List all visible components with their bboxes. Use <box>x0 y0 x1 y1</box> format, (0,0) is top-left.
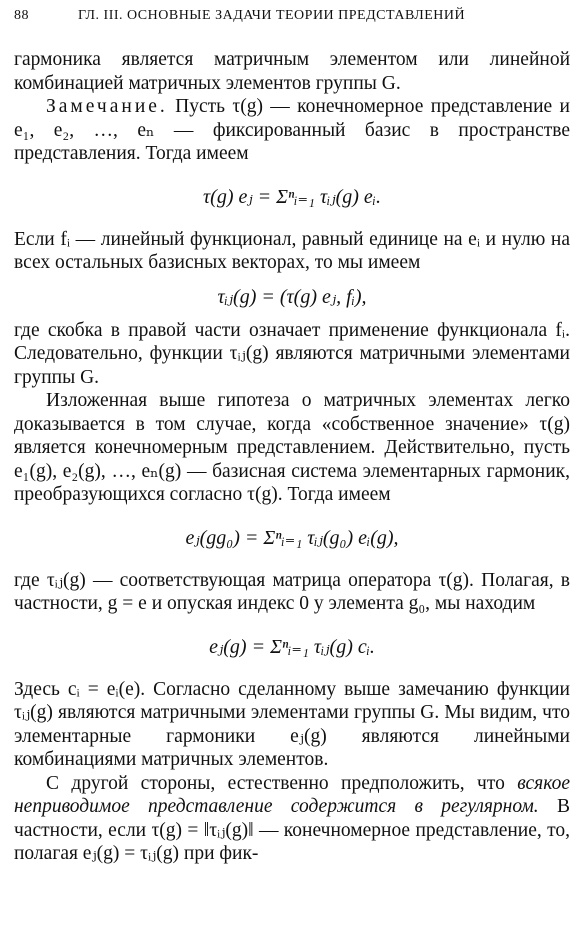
paragraph-7: Здесь cᵢ = eᵢ(e). Согласно сделанному выше замечанию функции τᵢⱼ(g) являются матричными элементами группы G. Мы видим, что элементарные гармоники eⱼ(g) являются линейными комбинациями матричных элементов. <box>14 678 570 770</box>
paragraph-5: Изложенная выше гипотеза о матричных элементах легко доказывается в том случае, когда «собственное значение» τ(g) является конечномерным представлением. Действительно, пусть e₁(g), e₂(g), …, eₙ(g) — базисная система элементарных гармоник, преобразующихся согласно τ(g). Тогда имеем <box>14 390 570 505</box>
paragraph-8-italic: всякое неприводимое представление содержится в регулярном. <box>14 772 570 817</box>
paragraph-1: гармоника является матричным элементом или линейной комбинацией матричных элементов группы G. <box>14 49 570 94</box>
paragraph-4: где скобка в правой части означает применение функционала fᵢ. Следовательно, функции τᵢⱼ(g) являются матричными элементами группы G. <box>14 319 570 388</box>
formula-2: τᵢⱼ(g) = (τ(g) eⱼ, fᵢ), <box>217 285 367 308</box>
formula-4: eⱼ(g) = Σⁿᵢ₌₁ τᵢⱼ(g) cᵢ. <box>209 635 375 658</box>
paragraph-8-end: В частности, если τ(g) = ‖τᵢⱼ(g)‖ — конечномерное представление, то, полагая eⱼ(g) = τᵢⱼ(g) при фик- <box>14 796 570 864</box>
paragraph-8-start: С другой стороны, естественно предположить, что <box>46 772 518 794</box>
paragraph-8 <box>14 772 570 866</box>
formula-3: eⱼ(gg₀) = Σⁿᵢ₌₁ τᵢⱼ(g₀) eᵢ(g), <box>185 526 399 549</box>
paragraph-2-text: Пусть τ(g) — конечномерное представление и e₁, e₂, …, eₙ — фиксированный базис в пространстве представления. Тогда имеем <box>14 96 570 164</box>
page-number: 88 <box>14 8 29 23</box>
paragraph-3: Если fᵢ — линейный функционал, равный единице на eᵢ и нулю на всех остальных базисных векторах, то мы имеем <box>14 228 570 273</box>
paragraph-6: где τᵢⱼ(g) — соответствующая матрица оператора τ(g). Полагая, в частности, g = e и опуская индекс 0 у элемента g₀, мы находим <box>14 569 570 614</box>
page-body <box>14 48 570 866</box>
paragraph-2 <box>14 95 570 166</box>
remark-label: Замечание. <box>46 96 168 117</box>
running-title: ГЛ. III. ОСНОВНЫЕ ЗАДАЧИ ТЕОРИИ ПРЕДСТАВЛЕНИЙ <box>78 8 466 23</box>
formula-1: τ(g) eⱼ = Σⁿᵢ₌₁ τᵢⱼ(g) eᵢ. <box>203 185 381 208</box>
